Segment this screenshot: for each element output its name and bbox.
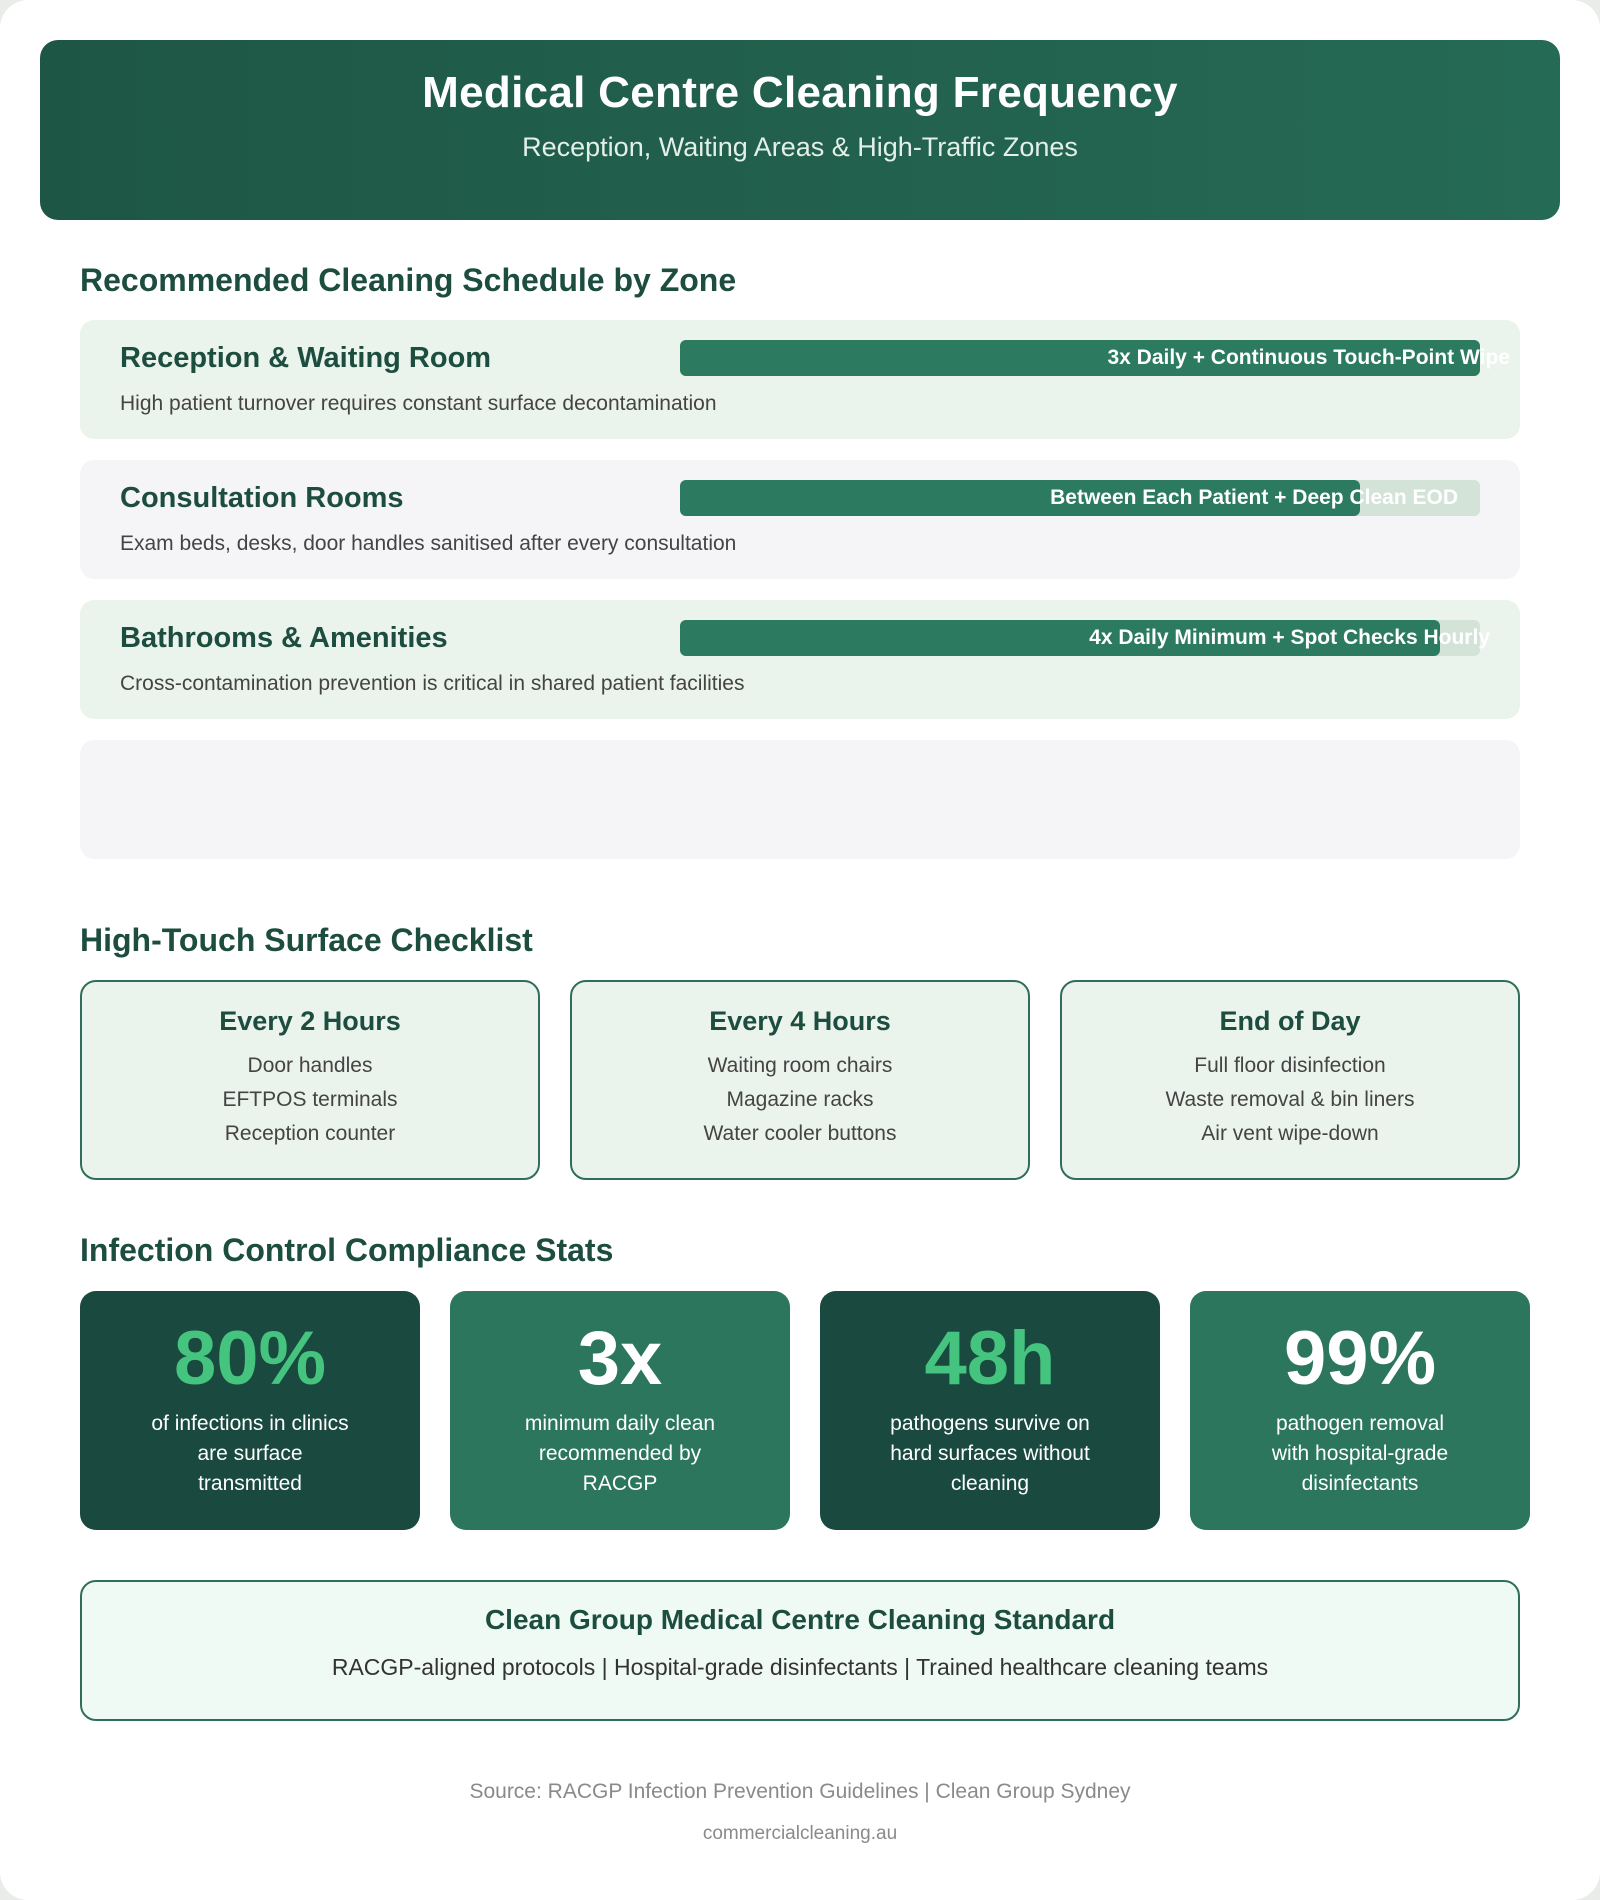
- stat-caption: pathogens survive on hard surfaces without cleaning: [890, 1412, 1090, 1495]
- zone-description: Cross-contamination prevention is critical in shared patient facilities: [120, 672, 745, 695]
- zone-consultation: [80, 460, 1520, 579]
- standard-title: Clean Group Medical Centre Cleaning Standard: [484, 1604, 1116, 1635]
- stat-caption: minimum daily clean recommended by RACGP: [524, 1412, 716, 1495]
- checklist-card-2-hours: [80, 980, 540, 1180]
- stat-value: 3x: [577, 1316, 663, 1401]
- frequency-bar-track: [680, 480, 1480, 516]
- zone-reception: [80, 320, 1520, 439]
- checklist-item: Waste removal & bin liners: [1165, 1088, 1415, 1111]
- zone-empty-placeholder: [80, 740, 1520, 859]
- zone-name: Bathrooms & Amenities: [120, 622, 448, 654]
- frequency-bar-track: [680, 340, 1510, 376]
- zone-description: High patient turnover requires constant surface decontamination: [120, 392, 717, 415]
- checklist-item: Waiting room chairs: [707, 1054, 893, 1077]
- page-subtitle: Reception, Waiting Areas & High-Traffic Zones: [522, 132, 1078, 162]
- checklist-section-title: High-Touch Surface Checklist: [80, 922, 533, 958]
- stats-section-title: Infection Control Compliance Stats: [80, 1232, 614, 1268]
- frequency-label: 4x Daily Minimum + Spot Checks Hourly: [1089, 626, 1490, 649]
- checklist-heading: Every 4 Hours: [709, 1006, 891, 1036]
- checklist-heading: End of Day: [1219, 1006, 1361, 1036]
- stat-card: [1190, 1291, 1530, 1530]
- checklist-card-4-hours: [570, 980, 1030, 1180]
- frequency-label: 3x Daily + Continuous Touch-Point Wipe: [1107, 346, 1510, 369]
- site-link[interactable]: commercialcleaning.au: [702, 1823, 898, 1844]
- standard-text: RACGP-aligned protocols | Hospital-grade disinfectants | Trained healthcare cleaning teams: [331, 1654, 1269, 1680]
- stat-card: [820, 1291, 1160, 1530]
- checklist-item: Door handles: [247, 1054, 373, 1077]
- schedule-section-title: Recommended Cleaning Schedule by Zone: [80, 262, 737, 298]
- frequency-bar-track: [680, 620, 1490, 656]
- stat-caption: pathogen removal with hospital-grade disinfectants: [1271, 1412, 1449, 1495]
- zone-name: Reception & Waiting Room: [120, 342, 492, 374]
- source-note: Source: RACGP Infection Prevention Guidelines | Clean Group Sydney: [469, 1780, 1131, 1803]
- zone-description: Exam beds, desks, door handles sanitised after every consultation: [120, 532, 737, 555]
- checklist-heading: Every 2 Hours: [219, 1006, 401, 1036]
- stat-caption: of infections in clinics are surface transmitted: [151, 1412, 349, 1495]
- header-banner: [40, 40, 1560, 220]
- stat-value: 80%: [173, 1316, 327, 1401]
- stat-card: [450, 1291, 790, 1530]
- stat-value: 48h: [924, 1316, 1056, 1401]
- checklist-item: Air vent wipe-down: [1201, 1122, 1379, 1145]
- checklist-item: Water cooler buttons: [703, 1122, 897, 1145]
- standard-callout: [80, 1580, 1520, 1721]
- checklist-item: Full floor disinfection: [1194, 1054, 1386, 1077]
- stat-value: 99%: [1283, 1316, 1437, 1401]
- page-title: Medical Centre Cleaning Frequency: [422, 68, 1178, 117]
- checklist-item: EFTPOS terminals: [222, 1088, 398, 1111]
- zone-name: Consultation Rooms: [120, 482, 404, 514]
- checklist-item: Magazine racks: [726, 1088, 874, 1111]
- checklist-card-end-of-day: [1060, 980, 1520, 1180]
- checklist-item: Reception counter: [224, 1122, 396, 1145]
- zone-bathrooms: [80, 600, 1520, 719]
- stat-card: [80, 1291, 420, 1530]
- frequency-label: Between Each Patient + Deep Clean EOD: [1050, 486, 1458, 509]
